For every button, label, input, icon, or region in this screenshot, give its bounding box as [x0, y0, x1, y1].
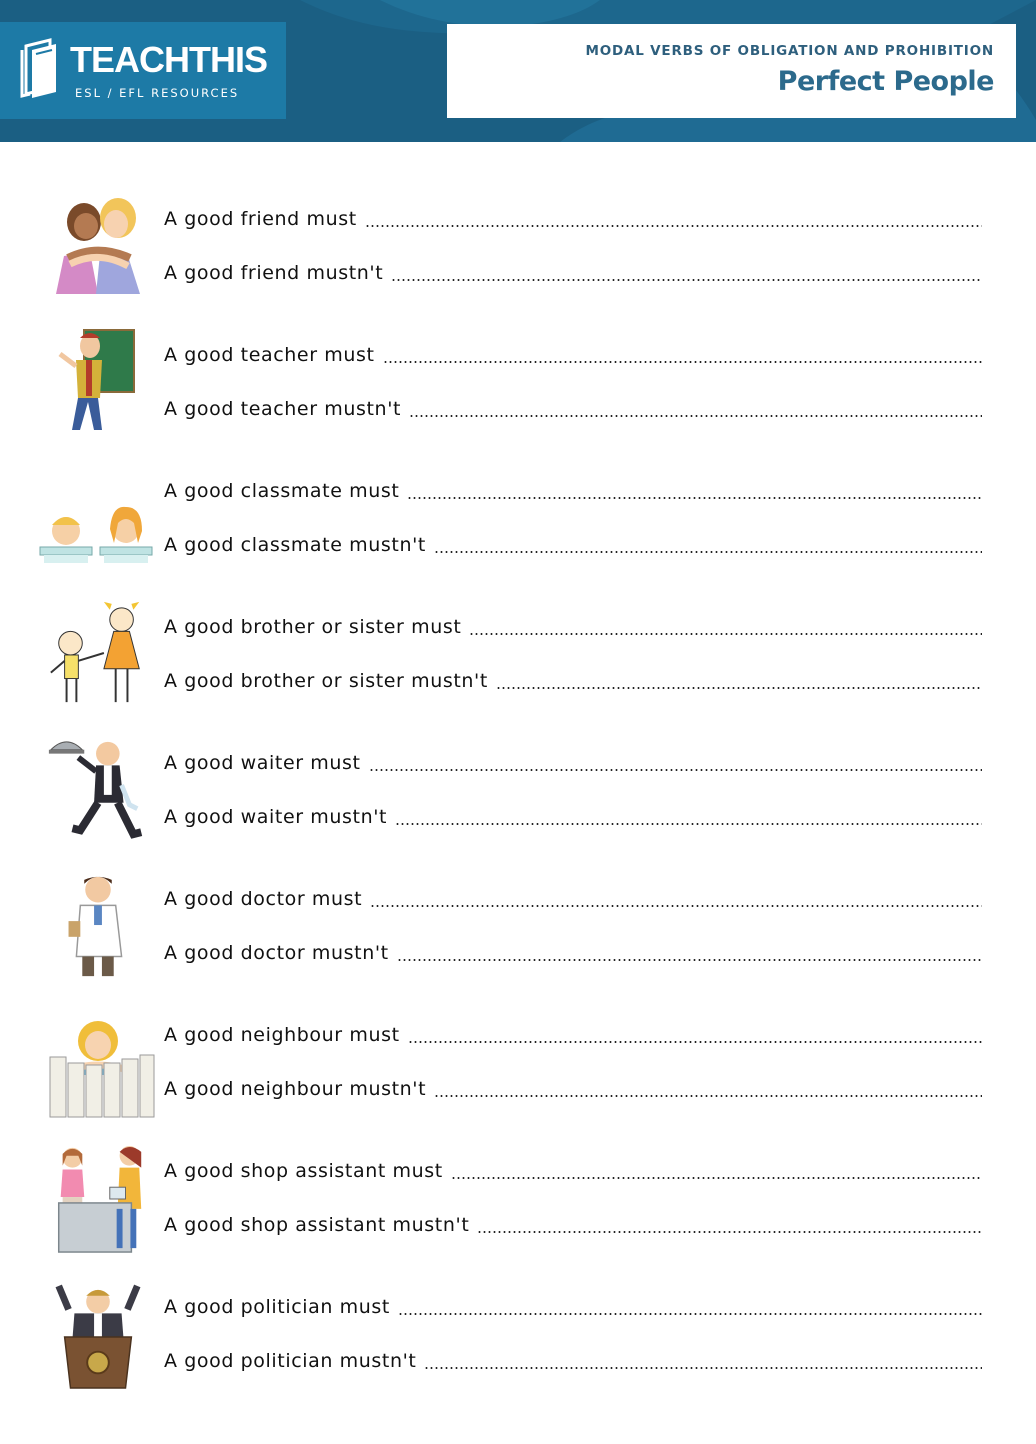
- prompt-must: A good neighbour must: [164, 1024, 400, 1046]
- prompt-mustnt: A good teacher mustn't: [164, 398, 402, 420]
- blank-must[interactable]: [164, 204, 982, 230]
- blank-must[interactable]: [164, 884, 982, 910]
- prompt-must: A good classmate must: [164, 480, 400, 502]
- prompt-must: A good brother or sister must: [164, 616, 462, 638]
- worksheet-item-classmate: [0, 462, 1036, 598]
- blank-mustnt[interactable]: [164, 938, 982, 964]
- brand-logo[interactable]: [0, 22, 286, 119]
- worksheet-item-doctor: [0, 870, 1036, 1006]
- prompt-must: A good shop assistant must: [164, 1160, 443, 1182]
- book-logo-icon: [20, 38, 64, 100]
- prompt-mustnt: A good waiter mustn't: [164, 806, 388, 828]
- blank-must[interactable]: [164, 1156, 982, 1182]
- blank-must[interactable]: [164, 748, 982, 774]
- blank-mustnt[interactable]: [164, 530, 982, 556]
- blank-mustnt[interactable]: [164, 1074, 982, 1100]
- answer-line[interactable]: [369, 769, 982, 771]
- header-banner: [0, 0, 1036, 142]
- prompt-mustnt: A good politician mustn't: [164, 1350, 417, 1372]
- worksheet-item-teacher: [0, 326, 1036, 462]
- worksheet-item-politician: [0, 1278, 1036, 1414]
- prompt-must: A good friend must: [164, 208, 357, 230]
- answer-line[interactable]: [398, 1313, 982, 1315]
- title-panel: [447, 24, 1016, 118]
- blank-mustnt[interactable]: [164, 802, 982, 828]
- worksheet-item-shop-assistant: [0, 1142, 1036, 1278]
- brand-name: TEACHTHIS: [70, 39, 267, 80]
- blank-mustnt[interactable]: [164, 1346, 982, 1372]
- worksheet-title: Perfect People: [777, 66, 994, 97]
- prompt-mustnt: A good friend mustn't: [164, 262, 384, 284]
- answer-line[interactable]: [451, 1177, 982, 1179]
- prompt-must: A good doctor must: [164, 888, 363, 910]
- answer-line[interactable]: [477, 1231, 982, 1233]
- blank-must[interactable]: [164, 476, 982, 502]
- answer-line[interactable]: [407, 497, 982, 499]
- worksheet-item-neighbour: [0, 1006, 1036, 1142]
- answer-line[interactable]: [424, 1367, 982, 1369]
- answer-line[interactable]: [383, 361, 982, 363]
- blank-mustnt[interactable]: [164, 394, 982, 420]
- answer-line[interactable]: [469, 633, 982, 635]
- blank-must[interactable]: [164, 612, 982, 638]
- worksheet-item-sibling: [0, 598, 1036, 734]
- blank-mustnt[interactable]: [164, 666, 982, 692]
- prompt-mustnt: A good brother or sister mustn't: [164, 670, 488, 692]
- blank-must[interactable]: [164, 1292, 982, 1318]
- answer-line[interactable]: [370, 905, 982, 907]
- worksheet-item-friend: [0, 190, 1036, 326]
- answer-line[interactable]: [409, 415, 982, 417]
- waiter-icon: [38, 734, 158, 844]
- prompt-must: A good waiter must: [164, 752, 361, 774]
- doctor-icon: [38, 872, 158, 982]
- politician-icon: [38, 1280, 158, 1390]
- shop-assistant-icon: [38, 1144, 158, 1254]
- answer-line[interactable]: [434, 551, 982, 553]
- prompt-mustnt: A good classmate mustn't: [164, 534, 426, 556]
- worksheet-topic: MODAL VERBS OF OBLIGATION AND PROHIBITION: [585, 43, 994, 59]
- prompt-mustnt: A good neighbour mustn't: [164, 1078, 427, 1100]
- prompt-must: A good teacher must: [164, 344, 375, 366]
- prompt-mustnt: A good shop assistant mustn't: [164, 1214, 470, 1236]
- answer-line[interactable]: [391, 279, 982, 281]
- neighbour-icon: [38, 1014, 158, 1124]
- blank-mustnt[interactable]: [164, 1210, 982, 1236]
- answer-line[interactable]: [397, 959, 982, 961]
- brother-sister-icon: [38, 598, 158, 708]
- worksheet-item-waiter: [0, 734, 1036, 870]
- blank-mustnt[interactable]: [164, 258, 982, 284]
- blank-must[interactable]: [164, 340, 982, 366]
- answer-line[interactable]: [395, 823, 982, 825]
- friends-hugging-icon: [38, 194, 158, 304]
- answer-line[interactable]: [365, 225, 982, 227]
- brand-tagline: ESL / EFL RESOURCES: [75, 86, 240, 100]
- prompt-mustnt: A good doctor mustn't: [164, 942, 389, 964]
- answer-line[interactable]: [434, 1095, 982, 1097]
- teacher-icon: [38, 326, 158, 436]
- prompt-must: A good politician must: [164, 1296, 390, 1318]
- answer-line[interactable]: [496, 687, 982, 689]
- blank-must[interactable]: [164, 1020, 982, 1046]
- classmates-icon: [38, 480, 158, 590]
- answer-line[interactable]: [408, 1041, 982, 1043]
